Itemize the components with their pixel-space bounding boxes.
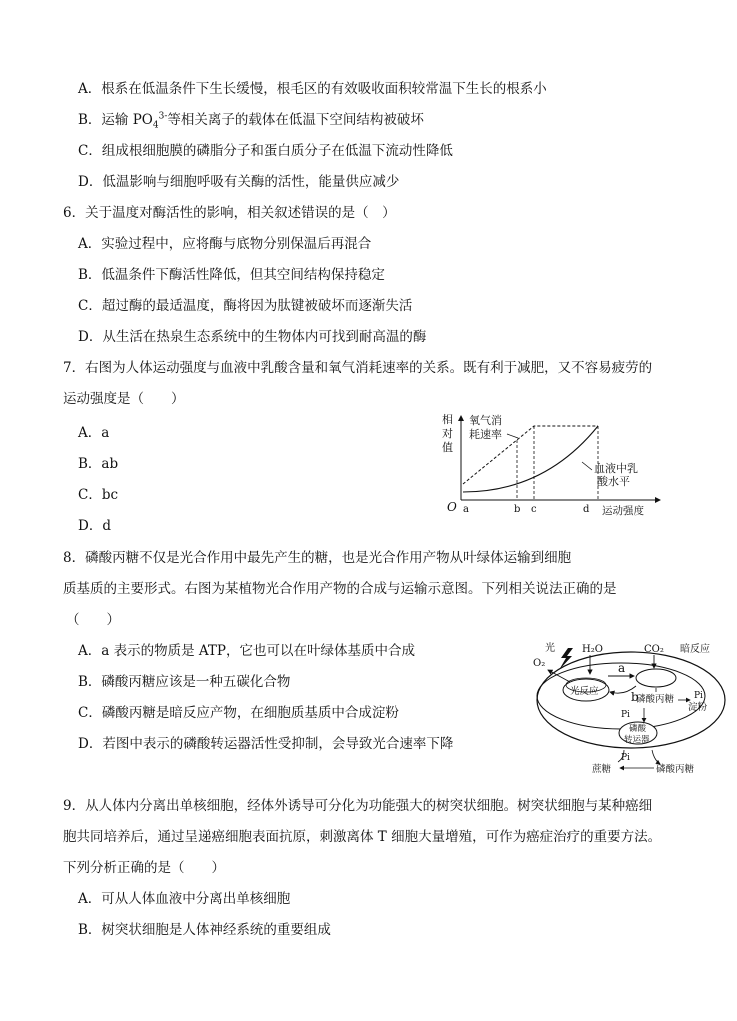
q8-light: 光 [545, 643, 555, 654]
q7-stem-line2: 运动强度是（ ） [63, 391, 185, 407]
q7-o2-label-2: 耗速率 [469, 428, 502, 441]
q7-option-a: A．a [78, 425, 110, 441]
q7-o2-label-1: 氧气消 [469, 414, 502, 427]
q8-o2: O₂ [533, 658, 546, 669]
q8-pi-mid: Pi [621, 710, 630, 720]
q7-option-b: B．ab [78, 456, 119, 472]
q7-lactate-label-1: 血液中乳 [594, 462, 638, 475]
q8-co2: CO₂ [644, 644, 664, 655]
q8-starch: 淀粉 [688, 702, 708, 713]
q7-tick-a: a [463, 504, 469, 515]
q8-stem-line3: （ ） [66, 612, 120, 628]
q8-b-label: b [631, 690, 639, 704]
q9-option-b: B．树突状细胞是人体神经系统的重要组成 [78, 922, 331, 938]
q5-option-c: C．组成根细胞膜的磷脂分子和蛋白质分子在低温下流动性降低 [78, 143, 453, 159]
q8-option-a: A．a 表示的物质是 ATP，它也可以在叶绿体基质中合成 [78, 643, 415, 659]
q8-sucrose: 蔗糖 [592, 764, 612, 775]
q5-option-a: A．根系在低温条件下生长缓慢，根毛区的有效吸收面积较常温下生长的根系小 [78, 81, 547, 97]
q8-option-b: B．磷酸丙糖应该是一种五碳化合物 [78, 674, 291, 690]
q7-stem-line1: 7．右图为人体运动强度与血液中乳酸含量和氧气消耗速率的关系。既有利于减肥，又不容易疲劳的 [63, 360, 653, 376]
q8-stem-line1: 8．磷酸丙糖不仅是光合作用中最先产生的糖，也是光合作用产物从叶绿体运输到细胞 [63, 550, 572, 566]
q8-light-reaction: 光反应 [570, 686, 599, 697]
q9-option-a: A．可从人体血液中分离出单核细胞 [78, 891, 291, 907]
q7-lactate-label-2: 酸水平 [597, 475, 630, 488]
q8-pi-bottom: Pi [621, 753, 630, 763]
q8-option-d: D．若图中表示的磷酸转运器活性受抑制，会导致光合速率下降 [78, 736, 454, 752]
q8-transporter-right [652, 750, 660, 764]
q8-a-label: a [618, 661, 626, 675]
q5-option-d: D．低温影响与细胞呼吸有关酶的活性，能量供应减少 [78, 174, 400, 190]
q7-ylabel-2: 对 [442, 427, 453, 440]
q5-option-b: B．运输 $PO_4^{3-}$等相关离子的载体在低温下空间结构被破坏 [78, 111, 424, 131]
q7-xlabel: 运动强度 [602, 505, 644, 517]
q8-pi-top: Pi [694, 691, 703, 701]
q7-figure [436, 408, 666, 520]
q7-option-d: D．d [78, 518, 111, 534]
q8-transporter-1: 磷酸 [629, 724, 647, 734]
q8-stem-line2: 质基质的主要形式。右图为某植物光合作用产物的合成与运输示意图。下列相关说法正确的是 [63, 581, 617, 597]
q7-origin: O [447, 500, 457, 514]
q9-stem-line2: 胞共同培养后，通过呈递癌细胞表面抗原，刺激离体 T 细胞大量增殖，可作为癌症治疗的重要方法。 [63, 829, 662, 845]
q8-o2-arrow [548, 670, 570, 682]
q9-stem-line1: 9．从人体内分离出单核细胞，经体外诱导可分化为功能强大的树突状细胞。树突状细胞与某种癌细 [63, 798, 653, 814]
q8-triose-outside: 磷酸丙糖 [656, 764, 695, 775]
q8-h2o: H₂O [582, 644, 603, 655]
q8-transporter-2: 转运器 [624, 735, 650, 745]
q7-tick-c: c [531, 504, 537, 515]
q8-triose-inside: 磷酸丙糖 [636, 694, 675, 705]
q9-stem-line3: 下列分析正确的是（ ） [63, 860, 225, 876]
q7-ylabel-1: 相 [442, 413, 453, 426]
lightning-icon [559, 648, 573, 670]
q8-dark-reaction: 暗反应 [680, 644, 710, 655]
q6-option-b: B．低温条件下酶活性降低，但其空间结构保持稳定 [78, 267, 385, 283]
q7-ylabel-3: 值 [442, 441, 453, 454]
q8-calvin-cycle [636, 669, 676, 687]
q7-tick-b: b [514, 504, 521, 515]
q7-option-c: C．bc [78, 487, 119, 503]
q8-option-c: C．磷酸丙糖是暗反应产物，在细胞质基质中合成淀粉 [78, 705, 399, 721]
q8-figure [528, 638, 732, 778]
q7-o2-pointer [507, 434, 518, 438]
q7-tick-d: d [583, 504, 590, 515]
q6-option-a: A．实验过程中，应将酶与底物分别保温后再混合 [78, 236, 372, 252]
q6-option-c: C．超过酶的最适温度，酶将因为肽键被破坏而逐渐失活 [78, 298, 413, 314]
q6-option-d: D．从生活在热泉生态系统中的生物体内可找到耐高温的酶 [78, 329, 427, 345]
q7-lactate-pointer [582, 462, 592, 470]
q6-stem: 6．关于温度对酶活性的影响，相关叙述错误的是（ ） [63, 205, 396, 221]
